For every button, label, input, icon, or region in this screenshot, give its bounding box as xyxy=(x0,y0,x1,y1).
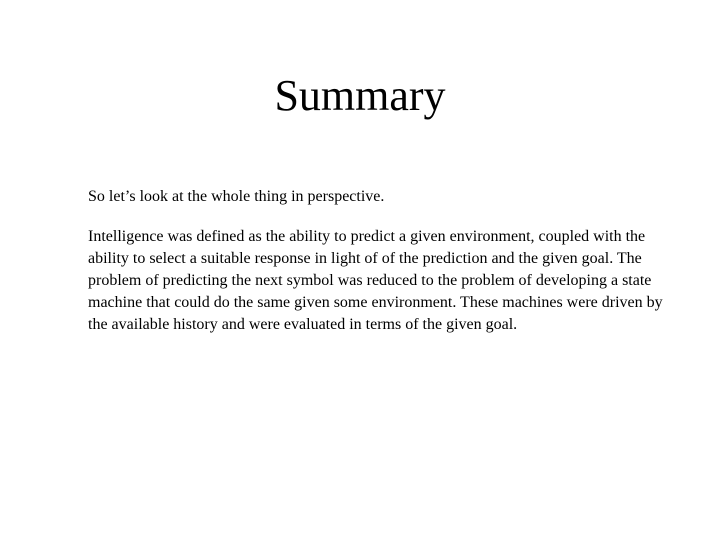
slide-title: Summary xyxy=(274,71,446,120)
slide-body xyxy=(88,186,668,336)
intro-paragraph: So let’s look at the whole thing in perspective. xyxy=(88,188,385,205)
summary-paragraph: Intelligence was defined as the ability to predict a given environment, coupled with the ability to select a suitable response in light of of the prediction and the given goal. The problem of predicting the next symbol was reduced to the problem of developing a state machine that could do the same given some environment. These machines were driven by the available history and were evaluated in terms of the given goal. xyxy=(88,228,663,333)
